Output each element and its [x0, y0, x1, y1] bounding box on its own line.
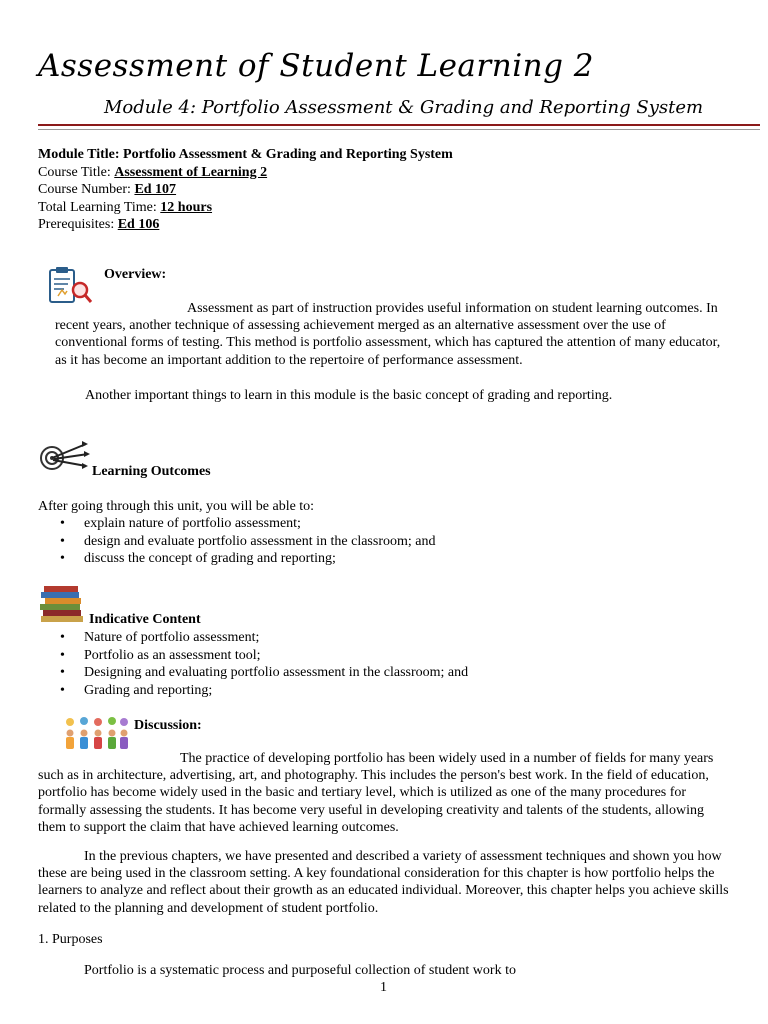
- people-ideas-icon: [62, 716, 130, 752]
- module-title: Module Title: Portfolio Assessment & Grading and Reporting System: [38, 147, 453, 162]
- header-rule: [38, 124, 760, 126]
- list-item: • Portfolio as an assessment tool;: [38, 647, 468, 665]
- learning-time-row: [38, 199, 453, 217]
- course-number-value: Ed 107: [134, 182, 177, 197]
- learning-time-value: 12 hours: [160, 199, 213, 215]
- learning-time-label: Total Learning Time:: [38, 199, 161, 215]
- list-item: • Grading and reporting;: [38, 682, 468, 700]
- purposes-text: Portfolio is a systematic process and purposeful collection of student work to: [84, 963, 516, 978]
- document-title: Assessment of Student Learning 2: [38, 48, 595, 84]
- content-heading: Indicative Content: [89, 612, 201, 627]
- outcomes-heading: Learning Outcomes: [92, 464, 211, 479]
- module-subtitle: Module 4: Portfolio Assessment & Grading and Reporting System: [104, 97, 704, 118]
- course-number-row: [38, 181, 453, 199]
- list-item: • Nature of portfolio assessment;: [38, 629, 468, 647]
- discussion-paragraph: The practice of developing portfolio has been widely used in a number of fields for many years such as in architecture, advertising, art, and photography. This includes the person's best work. In the field of education, portfolio has become widely used in the basic and tertiary level, which is utilized as one of the many procedures for formally assessing the students. It has become very useful in developing creativity and talents of the students, allowing them to support the claim that have achieved learning outcomes.: [38, 751, 714, 835]
- course-meta: [38, 146, 453, 234]
- discussion-heading: Discussion:: [134, 718, 202, 733]
- prerequisites-value: Ed 106: [117, 217, 160, 232]
- list-item: • discuss the concept of grading and reporting;: [38, 550, 435, 568]
- page-number: 1: [380, 980, 387, 995]
- darts-target-icon: [38, 440, 92, 474]
- course-title-value: Assessment of Learning 2: [114, 164, 268, 180]
- purposes-heading: 1. Purposes: [38, 932, 103, 947]
- outcomes-list: [38, 515, 435, 568]
- books-stack-icon: [38, 584, 88, 624]
- overview-paragraph-2: Another important things to learn in this module is the basic concept of grading and reporting.: [85, 388, 613, 403]
- discussion-paragraph-2: In the previous chapters, we have presented and described a variety of assessment techniques and shown you how these are being used in the classroom setting. A key foundational consideration for this chapter is how portfolio helps the learners to analyze and reflect about their growth as an educated individual. Moreover, this chapter helps you achieve skills related to the planning and development of student portfolio.: [38, 849, 729, 916]
- overview-heading: Overview:: [104, 267, 167, 282]
- content-list: [38, 629, 468, 699]
- prerequisites-row: [38, 216, 453, 234]
- header-rule-thin: [38, 129, 760, 130]
- course-number-label: Course Number:: [38, 182, 135, 197]
- course-title-label: Course Title:: [38, 164, 115, 180]
- course-title-row: [38, 164, 453, 182]
- overview-paragraph: Assessment as part of instruction provides useful information on student learning outcomes. In recent years, another technique of assessing achievement merged as an alternative assessment over the use of conventional forms of testing. This method is portfolio assessment, which has captured the attention of many educator, as it has become an important addition to the repertoire of performance assessment.: [55, 301, 721, 368]
- list-item: • design and evaluate portfolio assessment in the classroom; and: [38, 533, 435, 551]
- prerequisites-label: Prerequisites:: [38, 217, 118, 232]
- list-item: • explain nature of portfolio assessment;: [38, 515, 435, 533]
- list-item: • Designing and evaluating portfolio assessment in the classroom; and: [38, 664, 468, 682]
- outcomes-intro: After going through this unit, you will be able to:: [38, 499, 315, 514]
